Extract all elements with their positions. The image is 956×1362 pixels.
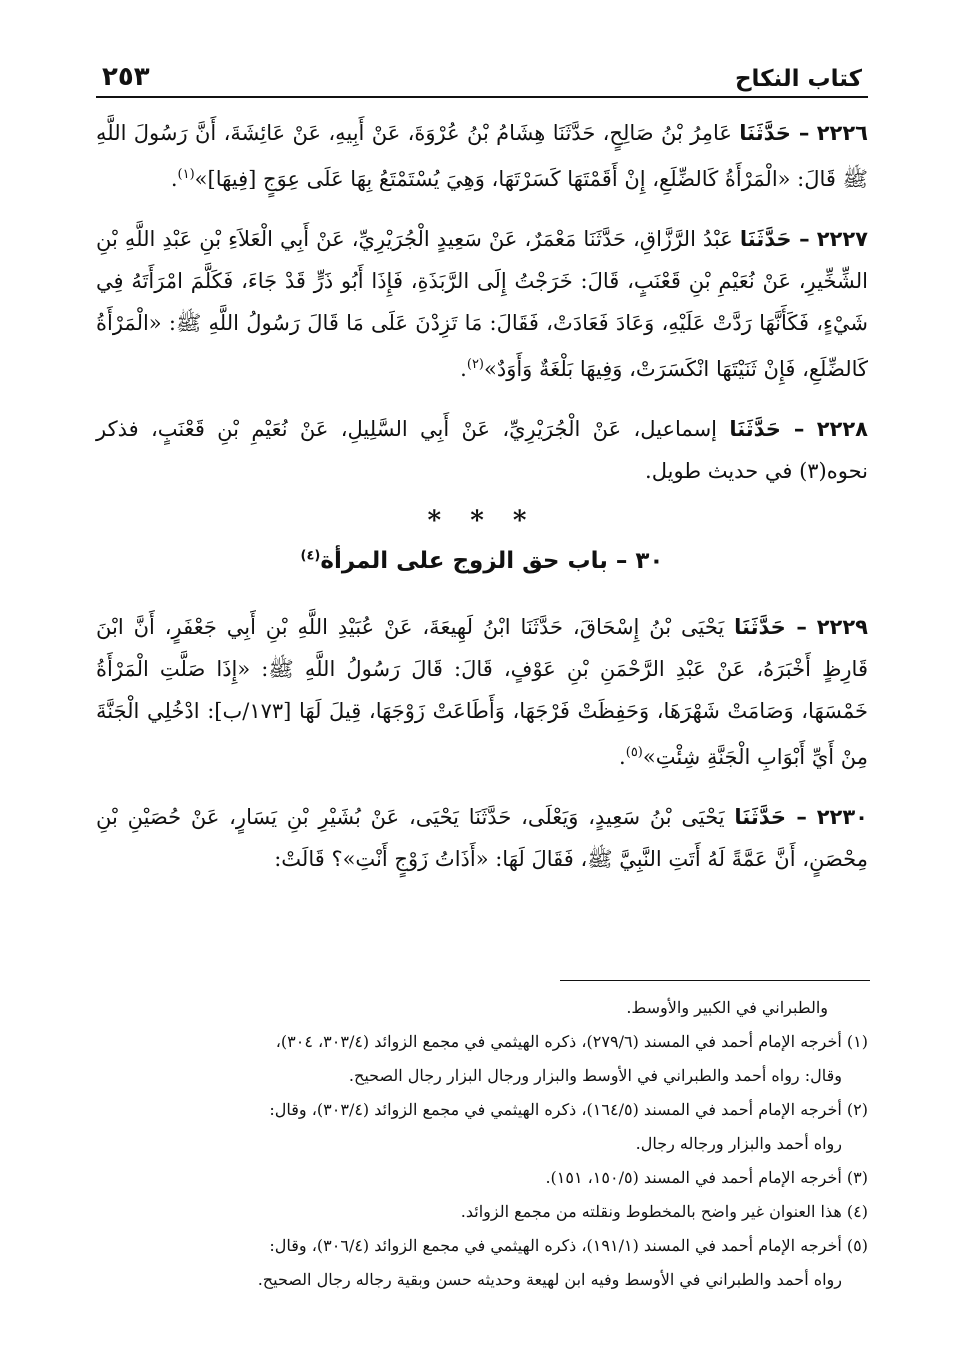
hadith-2227: ٢٢٢٧ – حَدَّثَنَا عَبْدُ الرَّزَّاقِ، حَدَّثَنَا مَعْمَرٌ، عَنْ سَعِيدٍ الْجُرَيْرِيِّ، عَنْ أَبِي الْعَلاَءِ بْنِ عَبْدِ اللَّهِ بْنِ الشِّخِّيرِ، عَنْ نُعَيْمِ بْنِ قَعْنَبٍ، قَالَ: خَرَجْتُ إِلَى الرَّبَذَةِ، فَإِذَا أَبُو ذَرٍّ قَدْ جَاءَ، فَكَلَّمَ امْرَأَتَهُ فِي شَيْءٍ، فَكَأَنَّهَا رَدَّتْ عَلَيْهِ، وَعَادَ فَعَادَتْ، فَقَالَ: مَا تَزِدْنَ عَلَى مَا قَالَ رَسُولُ اللَّهِ ﷺ: «الْمَرْأَةُ كَالضِّلَعِ، فَإِنْ ثَنَيْتَهَا انْكَسَرَتْ، وَفِيهَا بَلْغَةٌ وَأَوَدٌ»$^{(٢)}$. bbox=[96, 227, 868, 381]
hadith-lead: حَدَّثَنَا bbox=[734, 615, 786, 639]
footnote-1: (١) أخرجه الإمام أحمد في المسند (٢٧٩/٦)، ذكره الهيثمي في مجمع الزوائد (٣٠٣/٤، ٣٠٤)، bbox=[275, 1032, 868, 1051]
hadith-number: ٢٢٢٨ bbox=[816, 417, 868, 441]
hadith-number: ٢٢٢٧ bbox=[816, 227, 868, 251]
footnote-ref: (٢) bbox=[466, 357, 484, 372]
footnote-carry-over: والطبراني في الكبير والأوسط. bbox=[626, 998, 828, 1017]
hadith-number: ٢٢٣٠ bbox=[816, 805, 868, 829]
footnote-2-cont: رواه أحمد والبزار ورجاله رجال. bbox=[635, 1134, 842, 1153]
hadith-text: يَحْيَى بْنُ سَعِيدٍ، وَيَعْلَى، حَدَّثَنَا يَحْيَى، عَنْ بُشَيْرِ بْنِ يَسَارٍ، عَنْ حُصَيْنِ بْنِ مِحْصَنٍ، أَنَّ عَمَّةً لَهُ أَتَتِ النَّبِيَّ ﷺ، فَقَالَ لَهَا: «أَذَاتُ زَوْجٍ أَنْتِ»؟ قَالَتْ: bbox=[96, 805, 868, 871]
hadith-number: ٢٢٢٩ bbox=[816, 615, 869, 639]
hadith-text: عَبْدُ الرَّزَّاقِ، حَدَّثَنَا مَعْمَرٌ، عَنْ سَعِيدٍ الْجُرَيْرِيِّ، عَنْ أَبِي الْعَلاَءِ بْنِ عَبْدِ اللَّهِ بْنِ الشِّخِّيرِ، عَنْ نُعَيْمِ بْنِ قَعْنَبٍ، قَالَ: خَرَجْتُ إِلَى الرَّبَذَةِ، فَإِذَا أَبُو ذَرٍّ قَدْ جَاءَ، فَكَلَّمَ امْرَأَتَهُ فِي شَيْءٍ، فَكَأَنَّهَا رَدَّتْ عَلَيْهِ، وَعَادَ فَعَادَتْ، فَقَالَ: مَا تَزِدْنَ عَلَى مَا قَالَ رَسُولُ اللَّهِ ﷺ: «الْمَرْأَةُ كَالضِّلَعِ، فَإِنْ ثَنَيْتَهَا انْكَسَرَتْ، وَفِيهَا بَلْغَةٌ وَأَوَدٌ» bbox=[96, 227, 868, 381]
page-number: ٢٥٣ bbox=[102, 62, 150, 92]
footnote-ref: (١) bbox=[177, 167, 195, 182]
hadith-2229: ٢٢٢٩ – حَدَّثَنَا يَحْيَى بْنُ إِسْحَاقَ، حَدَّثَنَا ابْنُ لَهِيعَةَ، عَنْ عُبَيْدِ اللَّهِ بْنِ أَبِي جَعْفَرٍ، أَنَّ ابْنَ قَارِظٍ أَخْبَرَهُ، عَنْ عَبْدِ الرَّحْمَنِ بْنِ عَوْفٍ، قَالَ: قَالَ رَسُولُ اللَّهِ ﷺ: «إِذَا صَلَّتِ الْمَرْأَةُ خَمْسَهَا، وَصَامَتْ شَهْرَهَا، وَحَفِظَتْ فَرْجَهَا، وَأَطَاعَتْ زَوْجَهَا، قِيلَ لَهَا [١٧٣/ب]: ادْخُلِي الْجَنَّةَ مِنْ أَيِّ أَبْوَابِ الْجَنَّةِ شِئْتِ»$^{(٥)}$. bbox=[96, 615, 869, 769]
book-title: كتاب النكاح bbox=[734, 66, 862, 92]
footnote-2: (٢) أخرجه الإمام أحمد في المسند (١٦٤/٥)، ذكره الهيثمي في مجمع الزوائد (٣٠٣/٤)، وقال: bbox=[269, 1100, 868, 1119]
footnote-3: (٣) أخرجه الإمام أحمد في المسند (١٥٠/٥، ١٥١). bbox=[545, 1168, 868, 1187]
chapter-title: ٣٠ – باب حق الزوج على المرأة bbox=[320, 548, 664, 574]
hadith-number: ٢٢٢٦ bbox=[816, 121, 868, 145]
chapter-heading bbox=[96, 548, 868, 588]
hadith-lead: حَدَّثَنَا bbox=[734, 805, 787, 829]
footnote-ref: (٥) bbox=[625, 745, 643, 760]
footnotes bbox=[96, 992, 868, 1298]
footnote-5: (٥) أخرجه الإمام أحمد في المسند (١٩١/١)، ذكره الهيثمي في مجمع الزوائد (٣٠٦/٤)، وقال: bbox=[269, 1236, 868, 1255]
hadith-2230: ٢٢٣٠ – حَدَّثَنَا يَحْيَى بْنُ سَعِيدٍ، وَيَعْلَى، حَدَّثَنَا يَحْيَى، عَنْ بُشَيْرِ بْنِ يَسَارٍ، عَنْ حُصَيْنِ بْنِ مِحْصَنٍ، أَنَّ عَمَّةً لَهُ أَتَتِ النَّبِيَّ ﷺ، فَقَالَ لَهَا: «أَذَاتُ زَوْجٍ أَنْتِ»؟ قَالَتْ: bbox=[96, 805, 868, 871]
hadith-lead: حَدَّثَنَا bbox=[739, 121, 791, 145]
footnote-5-cont: رواه أحمد والطبراني في الأوسط وفيه ابن لهيعة وحديثه حسن وبقية رجاله رجال الصحيح. bbox=[257, 1270, 842, 1289]
hadith-text: إسماعيل، عَنْ الْجُرَيْرِيِّ، عَنْ أَبِي السَّلِيلِ، عَنْ نُعَيْمِ بْنِ قَعْنَبٍ، فذكر نحوه(٣) في حديث طويل. bbox=[96, 417, 868, 483]
hadith-lead: حَدَّثَنَا bbox=[739, 227, 792, 251]
footnote-4: (٤) هذا العنوان غير واضح بالمخطوط ونقلته من مجمع الزوائد. bbox=[460, 1202, 868, 1221]
footnote-1-cont: وقال: رواه أحمد والطبراني في الأوسط والبزار ورجال البزار رجال الصحيح. bbox=[348, 1066, 842, 1085]
hadith-2228: ٢٢٢٨ – حَدَّثَنَا إسماعيل، عَنْ الْجُرَيْرِيِّ، عَنْ أَبِي السَّلِيلِ، عَنْ نُعَيْمِ بْنِ قَعْنَبٍ، فذكر نحوه(٣) في حديث طويل. bbox=[96, 417, 868, 483]
footnote-ref: (٤) bbox=[300, 548, 321, 564]
footnote-divider bbox=[560, 980, 870, 981]
hadith-text: يَحْيَى بْنُ إِسْحَاقَ، حَدَّثَنَا ابْنُ لَهِيعَةَ، عَنْ عُبَيْدِ اللَّهِ بْنِ أَبِي جَعْفَرٍ، أَنَّ ابْنَ قَارِظٍ أَخْبَرَهُ، عَنْ عَبْدِ الرَّحْمَنِ بْنِ عَوْفٍ، قَالَ: قَالَ رَسُولُ اللَّهِ ﷺ: «إِذَا صَلَّتِ الْمَرْأَةُ خَمْسَهَا، وَصَامَتْ شَهْرَهَا، وَحَفِظَتْ فَرْجَهَا، وَأَطَاعَتْ زَوْجَهَا، قِيلَ لَهَا [١٧٣/ب]: ادْخُلِي الْجَنَّةَ مِنْ أَيِّ أَبْوَابِ الْجَنَّةِ شِئْتِ» bbox=[96, 615, 868, 769]
section-separator: * * * bbox=[427, 506, 537, 536]
hadith-text: عَامِرُ بْنُ صَالِحٍ، حَدَّثَنَا هِشَامُ بْنُ عُرْوَةَ، عَنْ أَبِيهِ، عَنْ عَائِشَةَ، أَنَّ رَسُولَ اللَّهِ ﷺ قَالَ: «الْمَرْأَةُ كَالضِّلَعِ، إِنْ أَقَمْتَهَا كَسَرْتَهَا، وَهِيَ يُسْتَمْتَعُ بِهَا عَلَى عِوَجٍ [فِيهَا]» bbox=[96, 121, 868, 191]
hadith-lead: حَدَّثَنَا bbox=[729, 417, 781, 441]
hadith-2226: ٢٢٢٦ – حَدَّثَنَا عَامِرُ بْنُ صَالِحٍ، حَدَّثَنَا هِشَامُ بْنُ عُرْوَةَ، عَنْ أَبِيهِ، عَنْ عَائِشَةَ، أَنَّ رَسُولَ اللَّهِ ﷺ قَالَ: «الْمَرْأَةُ كَالضِّلَعِ، إِنْ أَقَمْتَهَا كَسَرْتَهَا، وَهِيَ يُسْتَمْتَعُ بِهَا عَلَى عِوَجٍ [فِيهَا]»$^{(١)}$. bbox=[96, 121, 868, 191]
running-header bbox=[96, 52, 868, 98]
